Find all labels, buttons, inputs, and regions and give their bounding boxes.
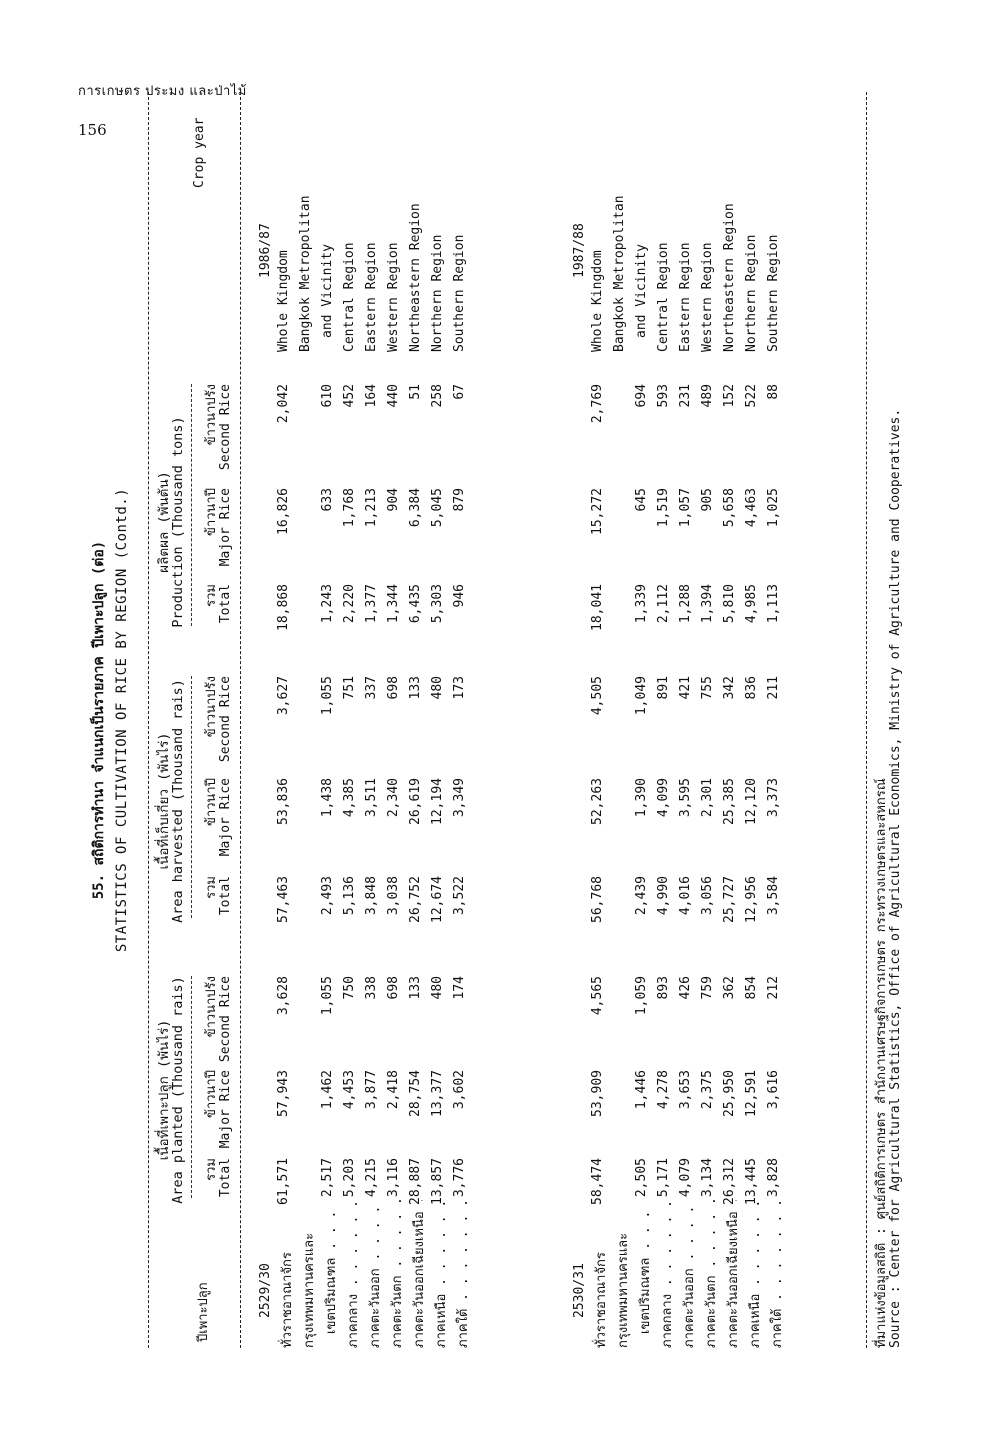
data-cell: 362 [722,976,737,1000]
header-bottom-rule [240,92,241,1348]
data-cell: 3,848 [364,876,379,916]
data-cell: 751 [342,676,357,700]
data-cell: 905 [700,488,715,512]
data-cell: 133 [408,676,423,700]
data-cell: 633 [320,488,335,512]
group-header-english: Area planted (Thousand rais) [170,976,186,1204]
subheader-thai: ข้าวนาปี [204,488,219,536]
data-cell: 4,985 [744,584,759,624]
data-cell: 2,340 [386,778,401,818]
subheader-english: Major Rice [218,488,233,567]
data-cell: 1,446 [634,1070,649,1110]
data-cell: 12,591 [744,1070,759,1117]
region-label-thai: ภาคตะวันออก . . . [678,1200,699,1348]
region-label-thai: ภาคใต้ . . . [766,1200,787,1348]
subheader-thai: ข้าวนาปี [204,1070,219,1118]
year-thai: 2530/31 [572,1263,587,1318]
data-cell: 51 [408,384,423,400]
data-cell: 4,990 [656,876,671,916]
data-cell: 4,215 [364,1158,379,1198]
data-cell: 1,339 [634,584,649,624]
data-cell: 3,877 [364,1070,379,1110]
region-label-thai: ภาคกลาง . . . [656,1200,677,1348]
group-underline [191,676,192,918]
region-label-english: Whole Kingdom [276,250,291,352]
data-cell: 2,439 [634,876,649,916]
region-label-thai: ภาคเหนือ . . . [744,1200,765,1348]
region-label-thai: เขตปริมณฑล . . . [634,1200,655,1334]
data-cell: 522 [744,384,759,408]
data-cell: 231 [678,384,693,408]
region-label-english: Eastern Region [364,242,379,352]
data-cell: 25,950 [722,1070,737,1117]
data-cell: 152 [722,384,737,408]
data-cell: 3,116 [386,1158,401,1198]
data-cell: 3,056 [700,876,715,916]
data-cell: 57,943 [276,1070,291,1117]
data-cell: 28,887 [408,1158,423,1205]
data-cell: 3,522 [452,876,467,916]
data-cell: 2,301 [700,778,715,818]
subheader-english: Second Rice [218,676,233,763]
data-cell: 258 [430,384,445,408]
data-cell: 3,628 [276,976,291,1016]
data-cell: 3,038 [386,876,401,916]
data-cell: 15,272 [590,488,605,535]
data-cell: 13,857 [430,1158,445,1205]
region-label-english: Eastern Region [678,242,693,352]
data-cell: 53,909 [590,1070,605,1117]
data-cell: 759 [700,976,715,1000]
data-cell: 2,493 [320,876,335,916]
data-cell: 164 [364,384,379,408]
data-cell: 3,616 [766,1070,781,1110]
data-cell: 3,627 [276,676,291,716]
data-cell: 61,571 [276,1158,291,1205]
data-cell: 12,674 [430,876,445,923]
data-cell: 4,463 [744,488,759,528]
subheader-thai: ข้าวนาปี [204,778,219,826]
data-cell: 1,462 [320,1070,335,1110]
data-cell: 173 [452,676,467,700]
data-cell: 421 [678,676,693,700]
region-label-english: Whole Kingdom [590,250,605,352]
region-label-english: Southern Region [452,234,467,352]
region-label-thai: ภาคตะวันตก . . . [386,1200,407,1348]
data-cell: 3,595 [678,778,693,818]
data-cell: 2,220 [342,584,357,624]
data-cell: 4,453 [342,1070,357,1110]
title-thai: 55. สถิติการทำนา จำแนกเป็นรายภาค ปีเพาะปลูก (ต่อ) [91,540,107,900]
region-label-english: and Vicinity [634,244,649,338]
data-cell: 893 [656,976,671,1000]
data-cell: 1,243 [320,584,335,624]
data-cell: 891 [656,676,671,700]
data-cell: 3,828 [766,1158,781,1198]
year-thai: 2529/30 [258,1263,273,1318]
data-cell: 2,375 [700,1070,715,1110]
subheader-english: Total [218,876,233,916]
group-header-thai: เนื้อที่เพาะปลูก (พันไร่) [156,1019,172,1161]
data-cell: 211 [766,676,781,700]
group-underline [191,384,192,626]
subheader-thai: ข้าวนาปรัง [204,384,219,446]
data-cell: 4,565 [590,976,605,1016]
rotated-table [88,92,908,1348]
data-cell: 480 [430,676,445,700]
data-cell: 1,113 [766,584,781,624]
data-cell: 3,134 [700,1158,715,1198]
region-label-thai: ภาคตะวันออกเฉียงเหนือ . . . [722,1200,743,1348]
data-cell: 854 [744,976,759,1000]
data-cell: 750 [342,976,357,1000]
subheader-thai: รวม [204,584,219,607]
data-cell: 593 [656,384,671,408]
region-label-english: Northeastern Region [408,203,423,352]
data-cell: 4,099 [656,778,671,818]
region-label-thai: เขตปริมณฑล . . . [320,1200,341,1334]
region-label-thai: กรุงเทพมหานครและ [616,1232,631,1348]
group-header-thai: ผลิตผล (พันตัน) [156,471,172,573]
data-cell: 2,505 [634,1158,649,1198]
data-cell: 440 [386,384,401,408]
data-cell: 26,752 [408,876,423,923]
data-cell: 489 [700,384,715,408]
group-underline [191,976,192,1198]
region-label-thai: ภาคตะวันตก . . . [700,1200,721,1348]
subheader-thai: รวม [204,876,219,899]
data-cell: 2,517 [320,1158,335,1198]
data-cell: 28,754 [408,1070,423,1117]
data-cell: 1,768 [342,488,357,528]
data-cell: 5,303 [430,584,445,624]
page-number: 156 [78,121,107,139]
data-cell: 836 [744,676,759,700]
data-cell: 3,776 [452,1158,467,1198]
data-cell: 1,059 [634,976,649,1016]
data-cell: 694 [634,384,649,408]
data-cell: 133 [408,976,423,1000]
data-cell: 452 [342,384,357,408]
crop-year-label-english: Crop year [192,117,207,188]
data-cell: 1,025 [766,488,781,528]
region-label-english: Southern Region [766,234,781,352]
subheader-thai: ข้าวนาปรัง [204,676,219,738]
data-cell: 946 [452,584,467,608]
data-cell: 1,394 [700,584,715,624]
data-cell: 174 [452,976,467,1000]
subheader-english: Second Rice [218,384,233,471]
data-cell: 698 [386,976,401,1000]
year-english: 1986/87 [258,223,273,278]
data-cell: 26,619 [408,778,423,825]
data-cell: 1,438 [320,778,335,818]
region-label-english: Western Region [700,242,715,352]
region-label-thai: ทั่วราชอาณาจักร [280,1252,295,1348]
data-cell: 12,956 [744,876,759,923]
chapter-label: การเกษตร ประมง และป่าไม้ [78,84,247,99]
subheader-english: Total [218,584,233,624]
data-cell: 1,344 [386,584,401,624]
data-cell: 2,418 [386,1070,401,1110]
data-cell: 1,519 [656,488,671,528]
group-header-thai: เนื้อที่เก็บเกี่ยว (พันไร่) [156,732,172,870]
region-label-english: Central Region [656,242,671,352]
data-cell: 52,263 [590,778,605,825]
data-cell: 3,653 [678,1070,693,1110]
data-cell: 4,278 [656,1070,671,1110]
subheader-thai: ข้าวนาปรัง [204,976,219,1038]
data-cell: 3,584 [766,876,781,916]
region-label-thai: ภาคกลาง . . . [342,1200,363,1348]
year-english: 1987/88 [572,223,587,278]
region-label-english: Northeastern Region [722,203,737,352]
region-label-thai: ภาคเหนือ . . . [430,1200,451,1348]
data-cell: 26,312 [722,1158,737,1205]
data-cell: 12,194 [430,778,445,825]
data-cell: 5,171 [656,1158,671,1198]
data-cell: 53,836 [276,778,291,825]
data-cell: 426 [678,976,693,1000]
data-cell: 337 [364,676,379,700]
data-cell: 212 [766,976,781,1000]
region-label-english: Bangkok Metropolitan [298,195,313,352]
data-cell: 1,390 [634,778,649,818]
subheader-english: Major Rice [218,778,233,857]
data-cell: 88 [766,384,781,400]
data-cell: 25,727 [722,876,737,923]
data-cell: 4,505 [590,676,605,716]
region-label-thai: ภาคใต้ . . . [452,1200,473,1348]
data-cell: 4,016 [678,876,693,916]
subheader-english: Major Rice [218,1070,233,1149]
data-cell: 2,769 [590,384,605,424]
data-cell: 610 [320,384,335,408]
region-label-english: Bangkok Metropolitan [612,195,627,352]
data-cell: 755 [700,676,715,700]
bottom-rule [866,92,867,1348]
data-cell: 13,445 [744,1158,759,1205]
data-cell: 13,377 [430,1070,445,1117]
data-cell: 67 [452,384,467,400]
data-cell: 342 [722,676,737,700]
top-rule [148,92,149,1348]
data-cell: 16,826 [276,488,291,535]
data-cell: 338 [364,976,379,1000]
data-cell: 698 [386,676,401,700]
region-label-english: Northern Region [744,234,759,352]
data-cell: 3,511 [364,778,379,818]
region-label-english: Northern Region [430,234,445,352]
data-cell: 2,042 [276,384,291,424]
data-cell: 1,057 [678,488,693,528]
data-cell: 6,435 [408,584,423,624]
subheader-thai: รวม [204,1158,219,1181]
source-english: Source : Center for Agricultural Statistics, Office of Agricultural Economics, Ministry of Agriculture and Cooperatives. [888,408,903,1348]
region-label-english: Western Region [386,242,401,352]
title-english: STATISTICS OF CULTIVATION OF RICE BY REGION (Contd.) [114,487,130,953]
group-header-english: Area harvested (Thousand rais) [170,679,186,923]
data-cell: 1,055 [320,976,335,1016]
data-cell: 18,041 [590,584,605,631]
table-title [88,92,130,1348]
group-header-english: Production (Thousand tons) [170,416,186,628]
data-cell: 1,055 [320,676,335,716]
data-cell: 56,768 [590,876,605,923]
data-cell: 57,463 [276,876,291,923]
data-cell: 12,120 [744,778,759,825]
data-cell: 5,810 [722,584,737,624]
data-cell: 18,868 [276,584,291,631]
data-cell: 2,112 [656,584,671,624]
data-cell: 1,377 [364,584,379,624]
subheader-english: Total [218,1158,233,1198]
data-cell: 3,602 [452,1070,467,1110]
source-thai: ที่มาแห่งข้อมูลสถิติ : ศูนย์สถิติการเกษตร สำนักงานเศรษฐกิจการเกษตร กระทรวงเกษตรและสหกรณ์ [874,778,889,1348]
data-cell: 4,385 [342,778,357,818]
data-cell: 1,288 [678,584,693,624]
region-label-english: and Vicinity [320,244,335,338]
data-cell: 3,373 [766,778,781,818]
data-cell: 6,384 [408,488,423,528]
region-label-thai: กรุงเทพมหานครและ [302,1232,317,1348]
region-label-thai: ภาคตะวันออก . . . [364,1200,385,1348]
region-label-thai: ภาคตะวันออกเฉียงเหนือ . . . [408,1200,429,1348]
data-cell: 645 [634,488,649,512]
data-cell: 5,136 [342,876,357,916]
data-cell: 25,385 [722,778,737,825]
crop-year-label-thai: ปีเพาะปลูก [196,1282,211,1342]
data-cell: 58,474 [590,1158,605,1205]
data-cell: 1,213 [364,488,379,528]
data-cell: 5,203 [342,1158,357,1198]
data-cell: 4,079 [678,1158,693,1198]
data-cell: 904 [386,488,401,512]
region-label-thai: ทั่วราชอาณาจักร [594,1252,609,1348]
data-cell: 480 [430,976,445,1000]
data-cell: 3,349 [452,778,467,818]
region-label-english: Central Region [342,242,357,352]
data-cell: 5,658 [722,488,737,528]
data-cell: 1,049 [634,676,649,716]
subheader-english: Second Rice [218,976,233,1063]
data-cell: 879 [452,488,467,512]
data-cell: 5,045 [430,488,445,528]
